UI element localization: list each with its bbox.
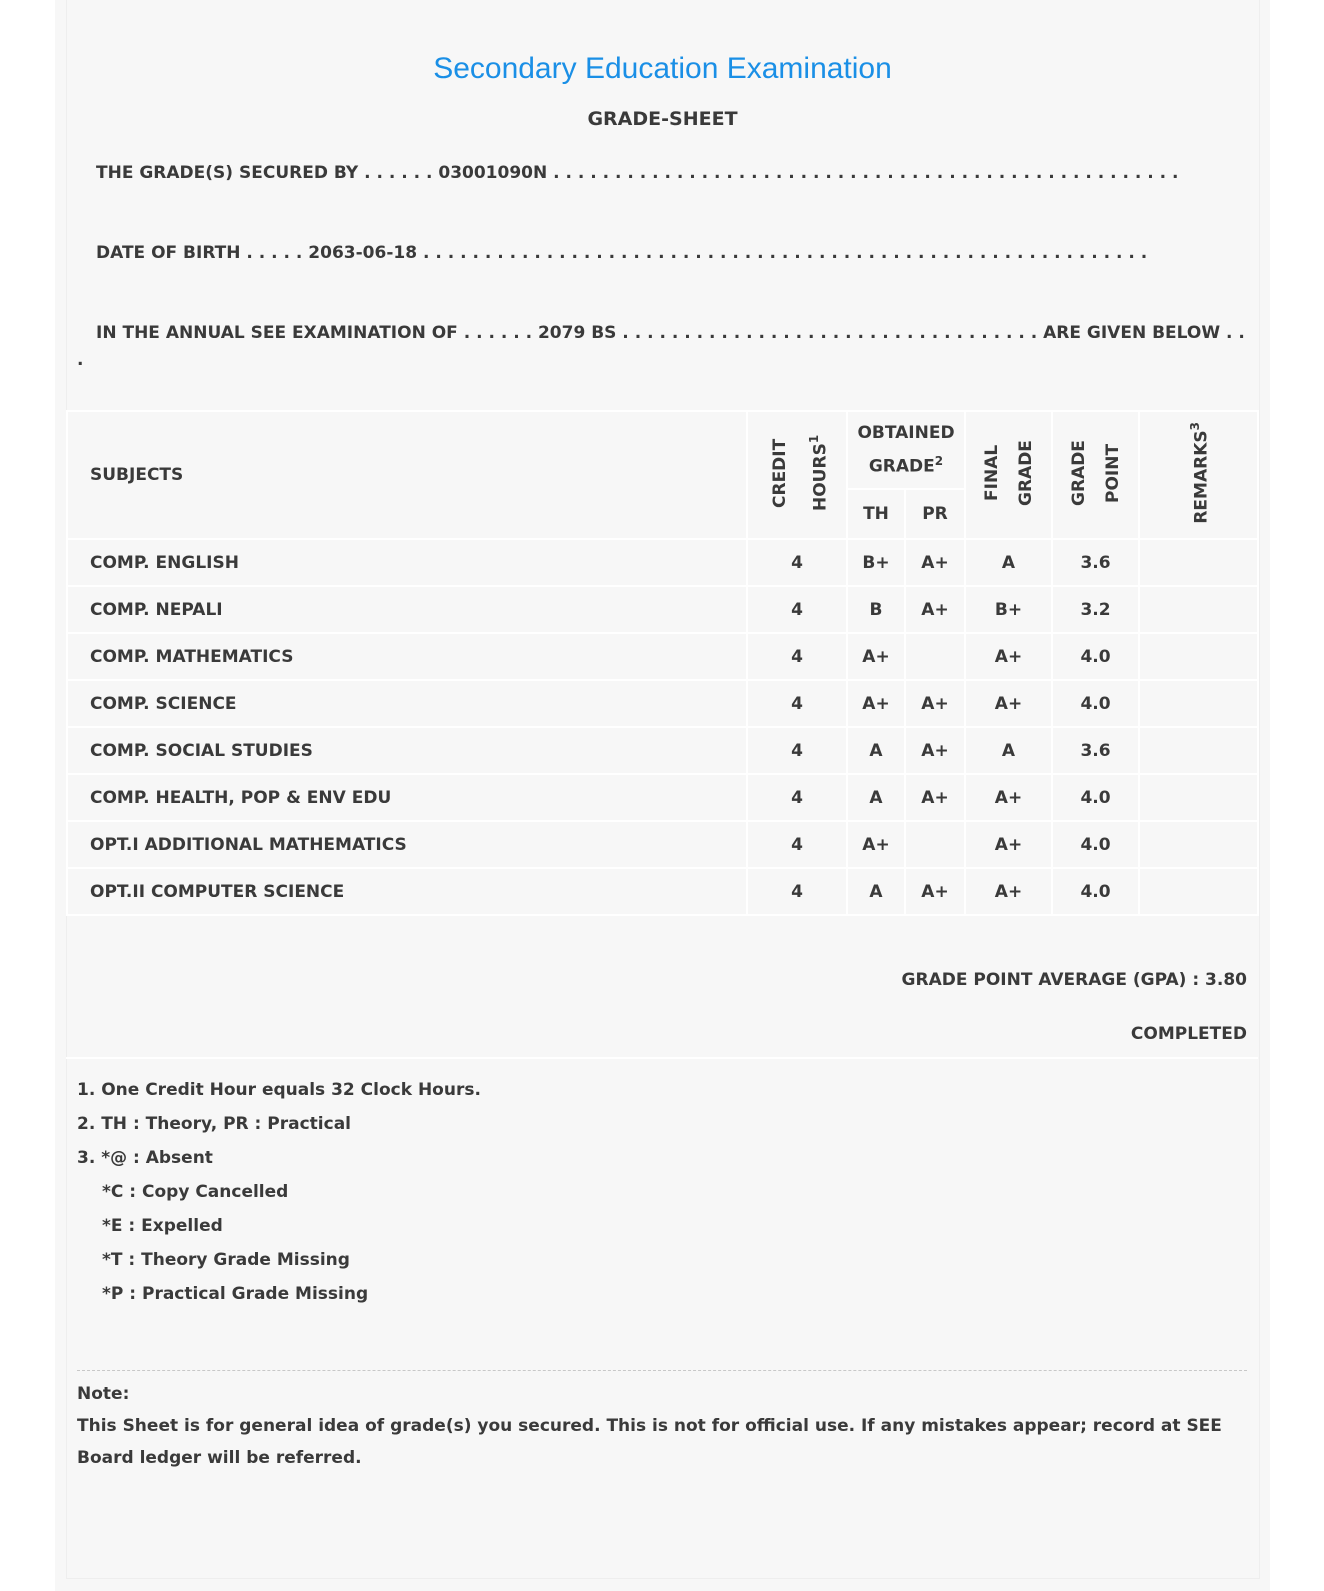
grade-point-cell: 3.2 [1052, 586, 1139, 633]
grade-point-cell: 4.0 [1052, 774, 1139, 821]
header-grade-point: GRADE POINT [1052, 411, 1139, 539]
grade-point-cell: 3.6 [1052, 539, 1139, 586]
th-grade-cell: A [847, 774, 905, 821]
header-remarks: REMARKS$^3$ [1139, 411, 1258, 539]
table-row [67, 680, 1258, 727]
pr-grade-cell: A+ [905, 680, 965, 727]
disclaimer [77, 1378, 1247, 1474]
remarks-cell [1139, 633, 1258, 680]
table-row [67, 774, 1258, 821]
dob-line: DATE OF BIRTH . . . . . 2063-06-18 . . . . . . . . . . . . . . . . . . . . . . . . . . . . . . . . . . . . . . . . . . . . . . . . . . . . . . . . . . . [96, 243, 1148, 263]
grade-point-cell: 3.6 [1052, 727, 1139, 774]
subject-cell: COMP. SCIENCE [67, 680, 747, 727]
th-grade-cell: A+ [847, 680, 905, 727]
remarks-cell [1139, 586, 1258, 633]
header-subjects: SUBJECTS [67, 411, 747, 539]
divider [66, 1057, 1258, 1059]
pr-grade-cell: A+ [905, 586, 965, 633]
subject-cell: COMP. MATHEMATICS [67, 633, 747, 680]
final-grade-cell: A [965, 727, 1052, 774]
final-grade-cell: A+ [965, 633, 1052, 680]
grade-point-cell: 4.0 [1052, 633, 1139, 680]
remarks-cell [1139, 821, 1258, 868]
th-grade-cell: A [847, 727, 905, 774]
credit-cell: 4 [747, 774, 847, 821]
th-grade-cell: B [847, 586, 905, 633]
subject-cell: COMP. NEPALI [67, 586, 747, 633]
result-status: COMPLETED [1130, 1024, 1247, 1044]
pr-grade-cell [905, 821, 965, 868]
final-grade-cell: A+ [965, 868, 1052, 915]
table-row [67, 868, 1258, 915]
page-title: Secondary Education Examination [433, 52, 892, 85]
credit-cell: 4 [747, 727, 847, 774]
table-row [67, 586, 1258, 633]
pr-grade-cell [905, 633, 965, 680]
header-final-grade: FINAL GRADE [965, 411, 1052, 539]
credit-cell: 4 [747, 868, 847, 915]
table-row [67, 539, 1258, 586]
pr-grade-cell: A+ [905, 539, 965, 586]
footnote: 2. TH : Theory, PR : Practical [77, 1114, 352, 1134]
subject-cell: COMP. SOCIAL STUDIES [67, 727, 747, 774]
table-row [67, 727, 1258, 774]
table-row [67, 821, 1258, 868]
credit-cell: 4 [747, 680, 847, 727]
footnote: 1. One Credit Hour equals 32 Clock Hours. [77, 1080, 481, 1100]
dashed-divider [77, 1370, 1247, 1371]
remarks-cell [1139, 868, 1258, 915]
footnote: 3. *@ : Absent [77, 1148, 213, 1168]
pr-grade-cell: A+ [905, 868, 965, 915]
subject-cell: OPT.I ADDITIONAL MATHEMATICS [67, 821, 747, 868]
th-grade-cell: B+ [847, 539, 905, 586]
grade-sheet-page [55, 0, 1270, 1591]
final-grade-cell: A+ [965, 821, 1052, 868]
credit-cell: 4 [747, 586, 847, 633]
grades-table [66, 410, 1259, 916]
credit-cell: 4 [747, 633, 847, 680]
subject-cell: OPT.II COMPUTER SCIENCE [67, 868, 747, 915]
remarks-cell [1139, 727, 1258, 774]
header-obtained-grade: OBTAINED GRADE$^2$ [847, 411, 965, 489]
credit-cell: 4 [747, 539, 847, 586]
remarks-cell [1139, 539, 1258, 586]
th-grade-cell: A+ [847, 633, 905, 680]
header-credit-hours: CREDIT HOURS$^1$ [747, 411, 847, 539]
th-grade-cell: A [847, 868, 905, 915]
footnote: *E : Expelled [102, 1216, 223, 1236]
pr-grade-cell: A+ [905, 727, 965, 774]
remarks-cell [1139, 680, 1258, 727]
grade-point-cell: 4.0 [1052, 868, 1139, 915]
gpa-value: GRADE POINT AVERAGE (GPA) : 3.80 [901, 970, 1247, 990]
note-text: This Sheet is for general idea of grade(s) you secured. This is not for official use. If any mistakes appear; record at SEE Board ledger will be referred. [77, 1416, 1222, 1468]
grade-point-cell: 4.0 [1052, 680, 1139, 727]
footnote: *P : Practical Grade Missing [102, 1284, 369, 1304]
subject-cell: COMP. HEALTH, POP & ENV EDU [67, 774, 747, 821]
footnote: *T : Theory Grade Missing [102, 1250, 350, 1270]
subject-cell: COMP. ENGLISH [67, 539, 747, 586]
header-pr: PR [905, 489, 965, 539]
remarks-cell [1139, 774, 1258, 821]
exam-line: IN THE ANNUAL SEE EXAMINATION OF . . . . . . 2079 BS . . . . . . . . . . . . . . . . . . . . . . . . . . . . . . . . . . ARE GIVEN BELOW . . . [77, 323, 1245, 370]
final-grade-cell: B+ [965, 586, 1052, 633]
note-label: Note: [77, 1384, 130, 1404]
footnote: *C : Copy Cancelled [102, 1182, 289, 1202]
page-subtitle: GRADE-SHEET [587, 108, 738, 130]
credit-cell: 4 [747, 821, 847, 868]
pr-grade-cell: A+ [905, 774, 965, 821]
table-row [67, 633, 1258, 680]
footnotes [77, 1073, 481, 1311]
final-grade-cell: A+ [965, 680, 1052, 727]
secured-by-line: THE GRADE(S) SECURED BY . . . . . . 03001090N . . . . . . . . . . . . . . . . . . . . . . . . . . . . . . . . . . . . . . . . . . . . . . . . . . . [96, 163, 1179, 183]
th-grade-cell: A+ [847, 821, 905, 868]
header-th: TH [847, 489, 905, 539]
grade-point-cell: 4.0 [1052, 821, 1139, 868]
final-grade-cell: A+ [965, 774, 1052, 821]
final-grade-cell: A [965, 539, 1052, 586]
